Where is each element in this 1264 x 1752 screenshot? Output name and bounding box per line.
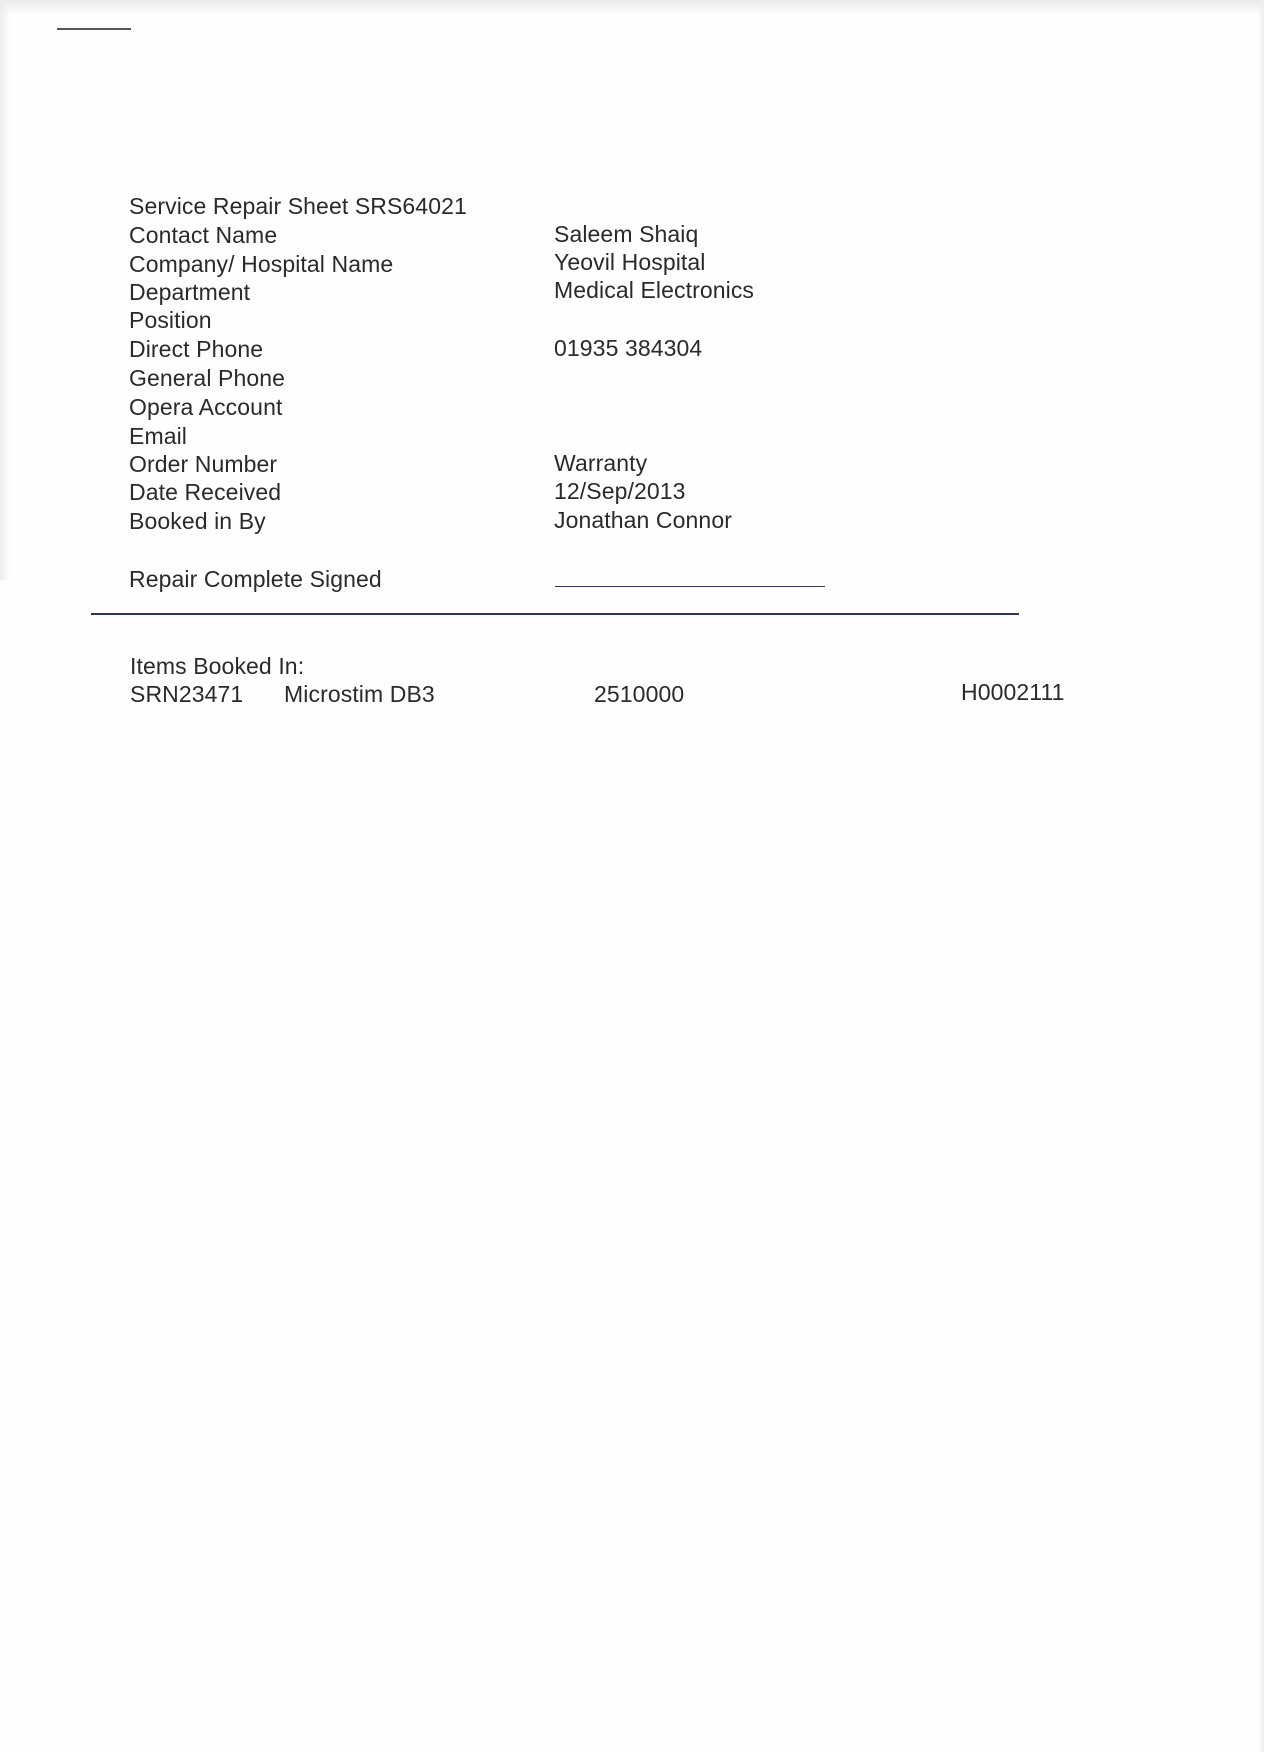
field-value-department: Medical Electronics	[554, 277, 755, 303]
item-code: H0002111	[961, 679, 1065, 705]
signature-label: Repair Complete Signed	[129, 566, 382, 592]
field-label-direct-phone: Direct Phone	[129, 336, 264, 362]
field-label-opera-account: Opera Account	[129, 394, 283, 420]
corner-pen-mark	[57, 28, 131, 30]
field-label-position: Position	[129, 307, 212, 333]
field-value-booked-in-by: Jonathan Connor	[554, 507, 732, 533]
signature-line	[555, 586, 825, 587]
field-label-booked-in-by: Booked in By	[129, 508, 266, 534]
item-description: Microstim DB3	[284, 681, 435, 707]
field-label-date-received: Date Received	[129, 479, 282, 505]
sheet-title: Service Repair Sheet SRS64021	[129, 193, 467, 219]
field-value-order-number: Warranty	[554, 450, 648, 476]
field-label-department: Department	[129, 279, 251, 305]
field-label-email: Email	[129, 423, 188, 449]
field-label-contact-name: Contact Name	[129, 222, 278, 248]
item-srn: SRN23471	[130, 681, 244, 707]
field-label-general-phone: General Phone	[129, 365, 286, 391]
item-number: 2510000	[594, 681, 685, 707]
field-value-company: Yeovil Hospital	[554, 249, 706, 275]
field-value-date-received: 12/Sep/2013	[554, 478, 686, 504]
scan-edge-left	[0, 0, 10, 580]
items-heading: Items Booked In:	[130, 653, 305, 679]
field-label-order-number: Order Number	[129, 451, 278, 477]
scan-edge-top	[0, 0, 1264, 14]
field-label-company: Company/ Hospital Name	[129, 251, 394, 277]
field-value-direct-phone: 01935 384304	[554, 335, 703, 361]
field-value-contact-name: Saleem Shaiq	[554, 221, 699, 247]
section-divider	[91, 613, 1019, 615]
scan-edge-right	[1258, 0, 1264, 1752]
